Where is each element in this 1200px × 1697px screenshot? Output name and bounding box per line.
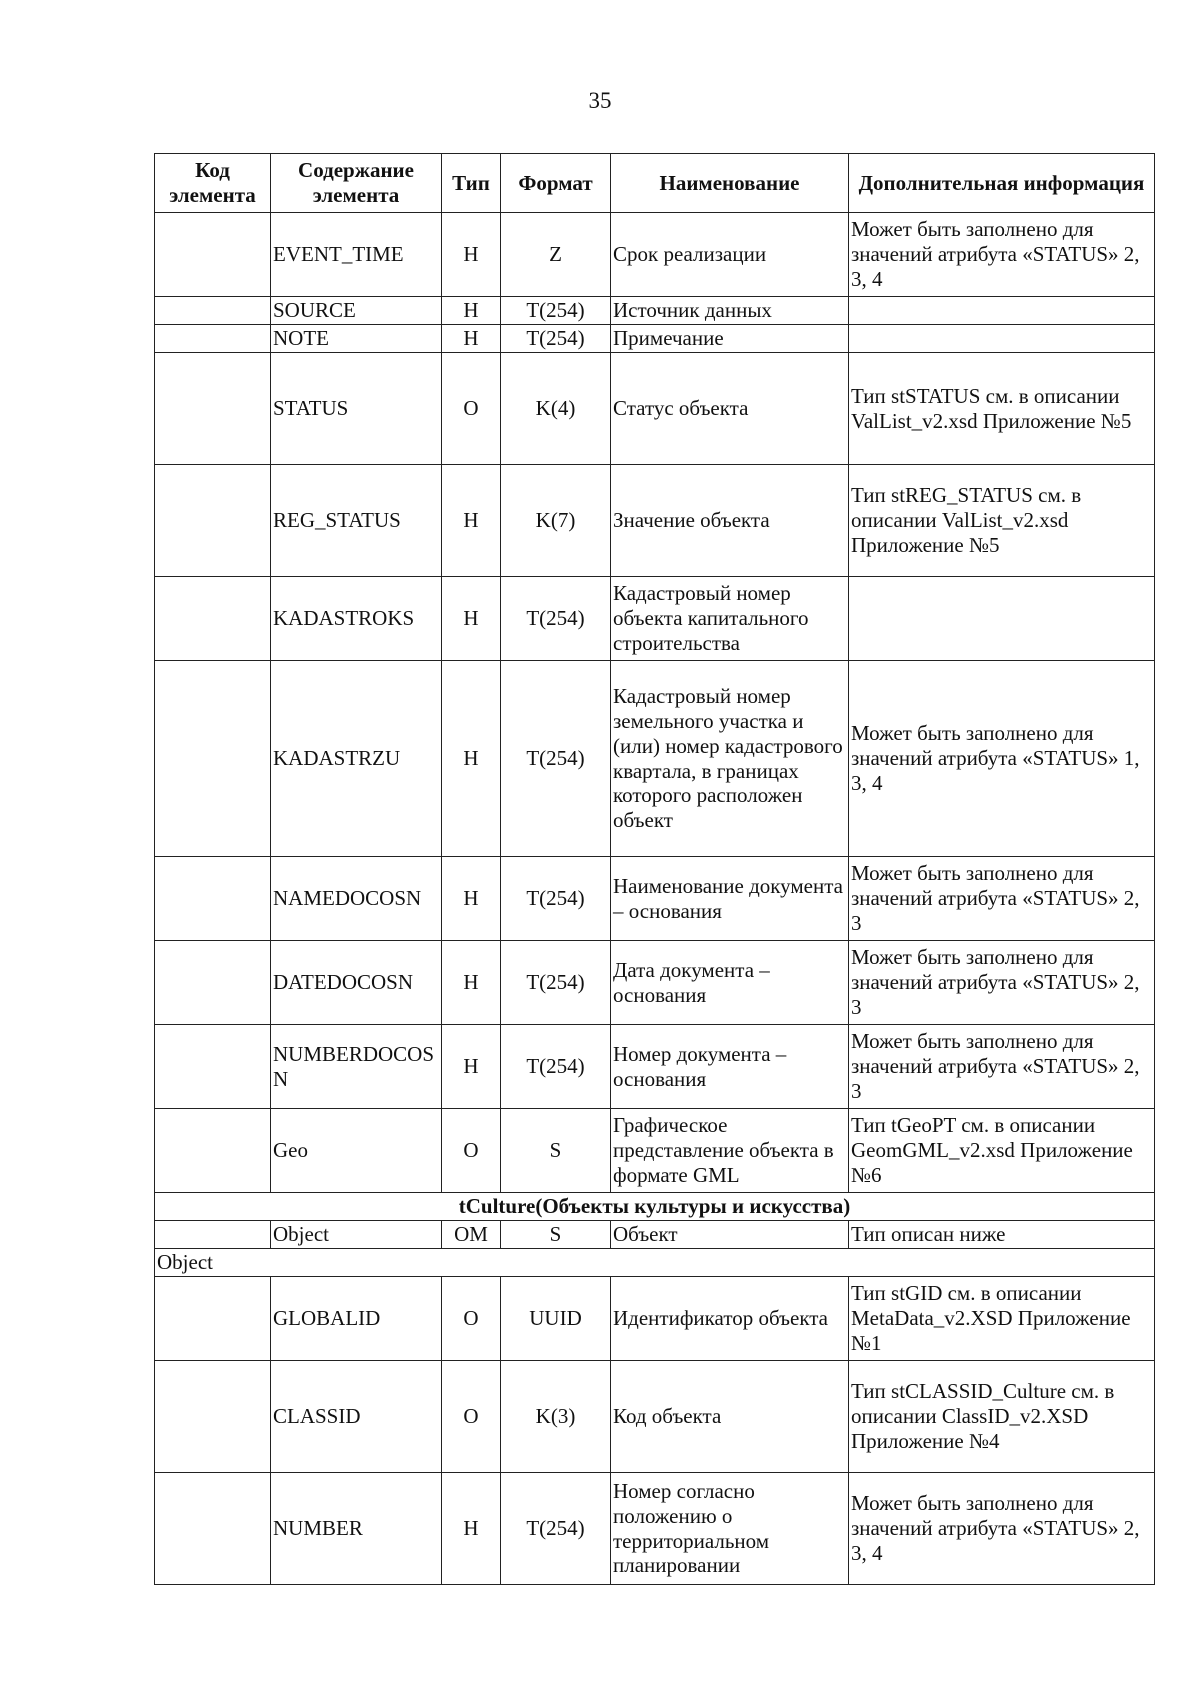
cell-code (155, 213, 271, 297)
cell-element: REG_STATUS (271, 465, 442, 577)
cell-format: T(254) (501, 1473, 611, 1585)
table-header-row (155, 154, 1155, 213)
cell-element: NAMEDOCOSN (271, 857, 442, 941)
cell-name: Источник данных (611, 297, 849, 325)
table-row (155, 1221, 1155, 1249)
cell-element: KADASTROKS (271, 577, 442, 661)
cell-info: Может быть заполнено для значений атрибута «STATUS» 2, 3 (849, 857, 1155, 941)
cell-element: Object (271, 1221, 442, 1249)
cell-element: SOURCE (271, 297, 442, 325)
cell-type: Н (442, 1025, 501, 1109)
section-title: tCulture(Объекты культуры и искусства) (155, 1193, 1155, 1221)
cell-type: Н (442, 577, 501, 661)
cell-type: О (442, 1361, 501, 1473)
cell-code (155, 353, 271, 465)
cell-name: Срок реализации (611, 213, 849, 297)
cell-type: Н (442, 857, 501, 941)
cell-type: Н (442, 297, 501, 325)
cell-format: Z (501, 213, 611, 297)
cell-name: Объект (611, 1221, 849, 1249)
cell-code (155, 325, 271, 353)
cell-type: О (442, 1277, 501, 1361)
cell-element: NOTE (271, 325, 442, 353)
header-format: Формат (501, 154, 611, 213)
group-label: Object (155, 1249, 1155, 1277)
table-row (155, 577, 1155, 661)
cell-format: S (501, 1221, 611, 1249)
table-row (155, 941, 1155, 1025)
header-name: Наименование (611, 154, 849, 213)
cell-code (155, 1277, 271, 1361)
header-type: Тип (442, 154, 501, 213)
cell-code (155, 465, 271, 577)
table-row (155, 325, 1155, 353)
cell-info: Тип stREG_STATUS см. в описании ValList_v2.xsd Приложение №5 (849, 465, 1155, 577)
cell-name: Наименование документа – основания (611, 857, 849, 941)
cell-code (155, 577, 271, 661)
cell-format: K(4) (501, 353, 611, 465)
cell-name: Кадастровый номер земельного участка и (или) номер кадастрового квартала, в границах которого расположен объект (611, 661, 849, 857)
cell-type: О (442, 353, 501, 465)
cell-info (849, 577, 1155, 661)
cell-type: Н (442, 325, 501, 353)
cell-element: NUMBERDOCOSN (271, 1025, 442, 1109)
cell-name: Значение объекта (611, 465, 849, 577)
cell-code (155, 661, 271, 857)
header-code: Код элемента (155, 154, 271, 213)
cell-format: T(254) (501, 857, 611, 941)
table-row (155, 1109, 1155, 1193)
table-row (155, 465, 1155, 577)
table-row (155, 297, 1155, 325)
cell-info: Тип stCLASSID_Culture см. в описании ClassID_v2.XSD Приложение №4 (849, 1361, 1155, 1473)
cell-format: K(3) (501, 1361, 611, 1473)
cell-type: Н (442, 941, 501, 1025)
cell-type: О (442, 1109, 501, 1193)
cell-format: S (501, 1109, 611, 1193)
cell-format: T(254) (501, 941, 611, 1025)
cell-code (155, 1025, 271, 1109)
cell-element: CLASSID (271, 1361, 442, 1473)
cell-info: Может быть заполнено для значений атрибута «STATUS» 1, 3, 4 (849, 661, 1155, 857)
cell-code (155, 1109, 271, 1193)
cell-name: Примечание (611, 325, 849, 353)
cell-code (155, 857, 271, 941)
cell-info: Может быть заполнено для значений атрибута «STATUS» 2, 3 (849, 1025, 1155, 1109)
table-row (155, 1473, 1155, 1585)
cell-name: Код объекта (611, 1361, 849, 1473)
cell-element: STATUS (271, 353, 442, 465)
cell-name: Кадастровый номер объекта капитального строительства (611, 577, 849, 661)
cell-element: DATEDOCOSN (271, 941, 442, 1025)
table-row (155, 1277, 1155, 1361)
cell-name: Номер документа – основания (611, 1025, 849, 1109)
section-row (155, 1193, 1155, 1221)
table-row (155, 1361, 1155, 1473)
cell-format: T(254) (501, 577, 611, 661)
cell-format: K(7) (501, 465, 611, 577)
cell-info: Тип stGID см. в описании MetaData_v2.XSD Приложение №1 (849, 1277, 1155, 1361)
cell-type: Н (442, 661, 501, 857)
table-row (155, 661, 1155, 857)
cell-element: EVENT_TIME (271, 213, 442, 297)
attribute-table (154, 153, 1155, 1585)
cell-info (849, 325, 1155, 353)
cell-type: Н (442, 213, 501, 297)
cell-info (849, 297, 1155, 325)
cell-code (155, 1361, 271, 1473)
header-content: Содержание элемента (271, 154, 442, 213)
cell-format: T(254) (501, 1025, 611, 1109)
page-number: 35 (588, 88, 612, 113)
group-row (155, 1249, 1155, 1277)
cell-format: T(254) (501, 325, 611, 353)
table-row (155, 857, 1155, 941)
cell-format: T(254) (501, 297, 611, 325)
cell-name: Дата документа – основания (611, 941, 849, 1025)
cell-format: UUID (501, 1277, 611, 1361)
cell-info: Может быть заполнено для значений атрибута «STATUS» 2, 3 (849, 941, 1155, 1025)
cell-element: GLOBALID (271, 1277, 442, 1361)
cell-type: Н (442, 1473, 501, 1585)
cell-info: Может быть заполнено для значений атрибута «STATUS» 2, 3, 4 (849, 213, 1155, 297)
cell-code (155, 297, 271, 325)
cell-name: Графическое представление объекта в формате GML (611, 1109, 849, 1193)
cell-format: T(254) (501, 661, 611, 857)
cell-name: Статус объекта (611, 353, 849, 465)
cell-code (155, 1473, 271, 1585)
table-row (155, 1025, 1155, 1109)
cell-element: KADASTRZU (271, 661, 442, 857)
cell-type: ОМ (442, 1221, 501, 1249)
cell-code (155, 941, 271, 1025)
cell-code (155, 1221, 271, 1249)
table-row (155, 213, 1155, 297)
table-row (155, 353, 1155, 465)
cell-type: Н (442, 465, 501, 577)
header-info: Дополнительная информация (849, 154, 1155, 213)
cell-name: Идентификатор объекта (611, 1277, 849, 1361)
cell-info: Тип stSTATUS см. в описании ValList_v2.xsd Приложение №5 (849, 353, 1155, 465)
cell-info: Может быть заполнено для значений атрибута «STATUS» 2, 3, 4 (849, 1473, 1155, 1585)
cell-element: NUMBER (271, 1473, 442, 1585)
cell-info: Тип tGeoPT см. в описании GeomGML_v2.xsd Приложение №6 (849, 1109, 1155, 1193)
cell-name: Номер согласно положению о территориальном планировании (611, 1473, 849, 1585)
cell-element: Geo (271, 1109, 442, 1193)
cell-info: Тип описан ниже (849, 1221, 1155, 1249)
